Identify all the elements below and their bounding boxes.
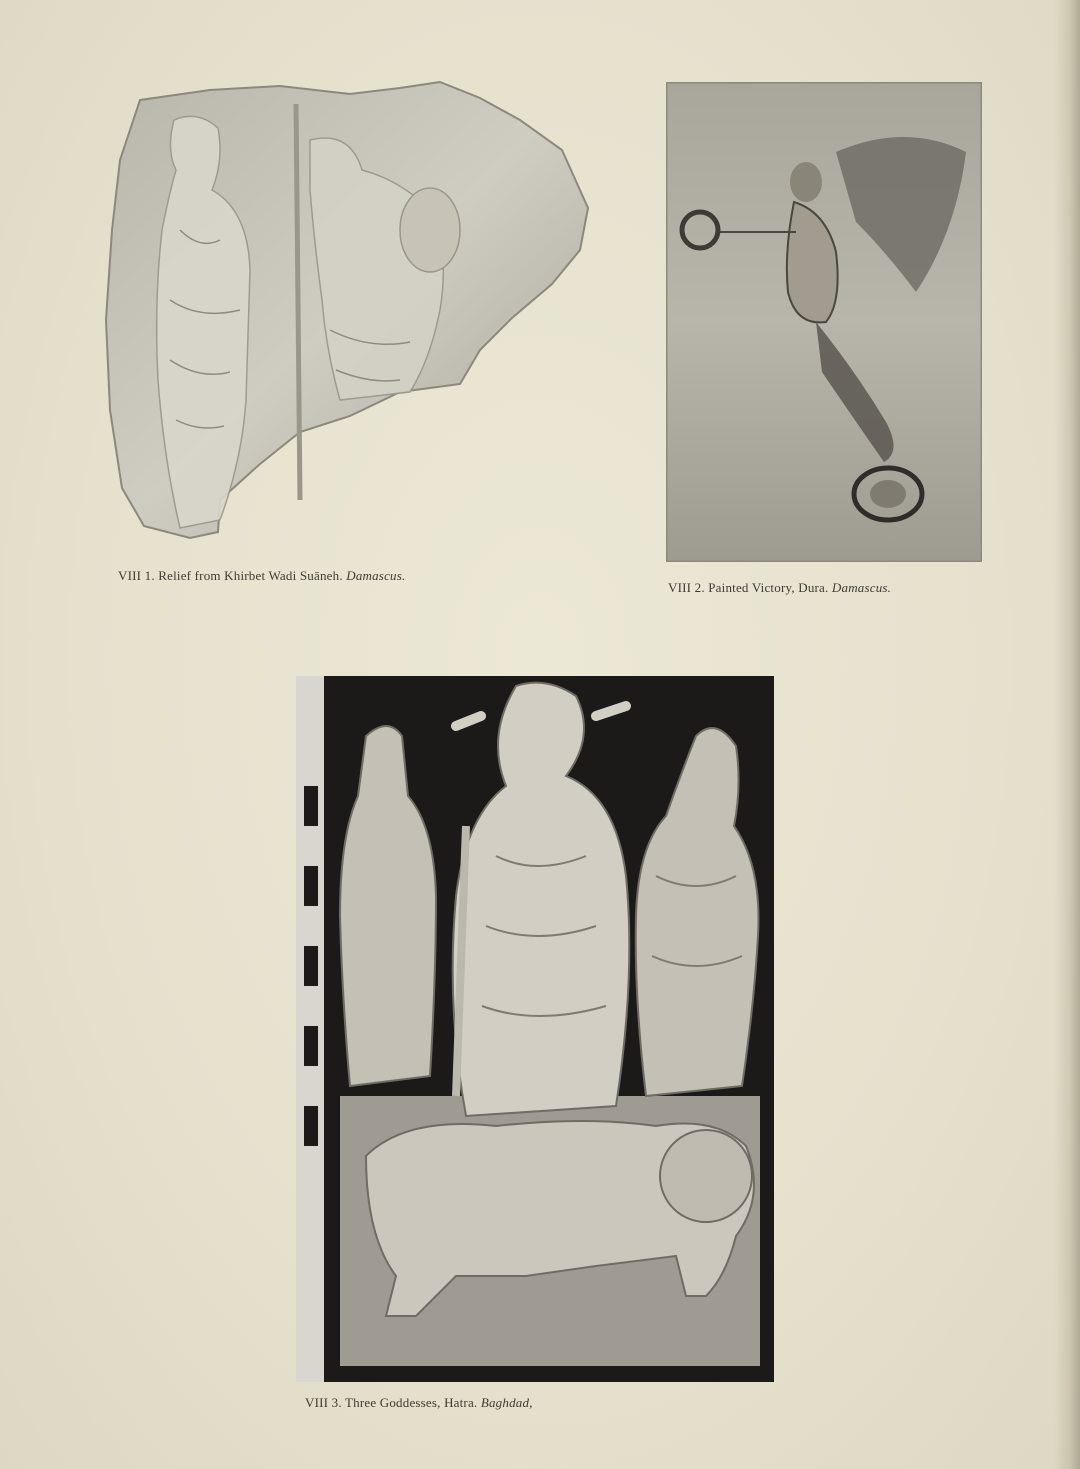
page-edge-shadow [1054,0,1080,1469]
three-goddesses-photograph [296,676,774,1382]
relief-photograph [100,80,592,550]
plate-location: Baghdad, [480,1395,533,1410]
plate-title: Relief from Khirbet Wadi Suāneh. [158,568,343,583]
painted-victory-photograph [666,82,982,562]
plate-location: Damascus. [346,568,406,583]
plate-number: VIII 2. [668,580,705,595]
plate-title: Painted Victory, Dura. [708,580,829,595]
plate-caption-3 [305,1395,533,1411]
plate-caption-2 [668,580,891,596]
plate-number: VIII 1. [118,568,155,583]
plate-number: VIII 3. [305,1395,342,1410]
plate-caption-1 [118,568,405,584]
plate-title: Three Goddesses, Hatra. [345,1395,478,1410]
plate-location: Damascus. [831,580,892,595]
